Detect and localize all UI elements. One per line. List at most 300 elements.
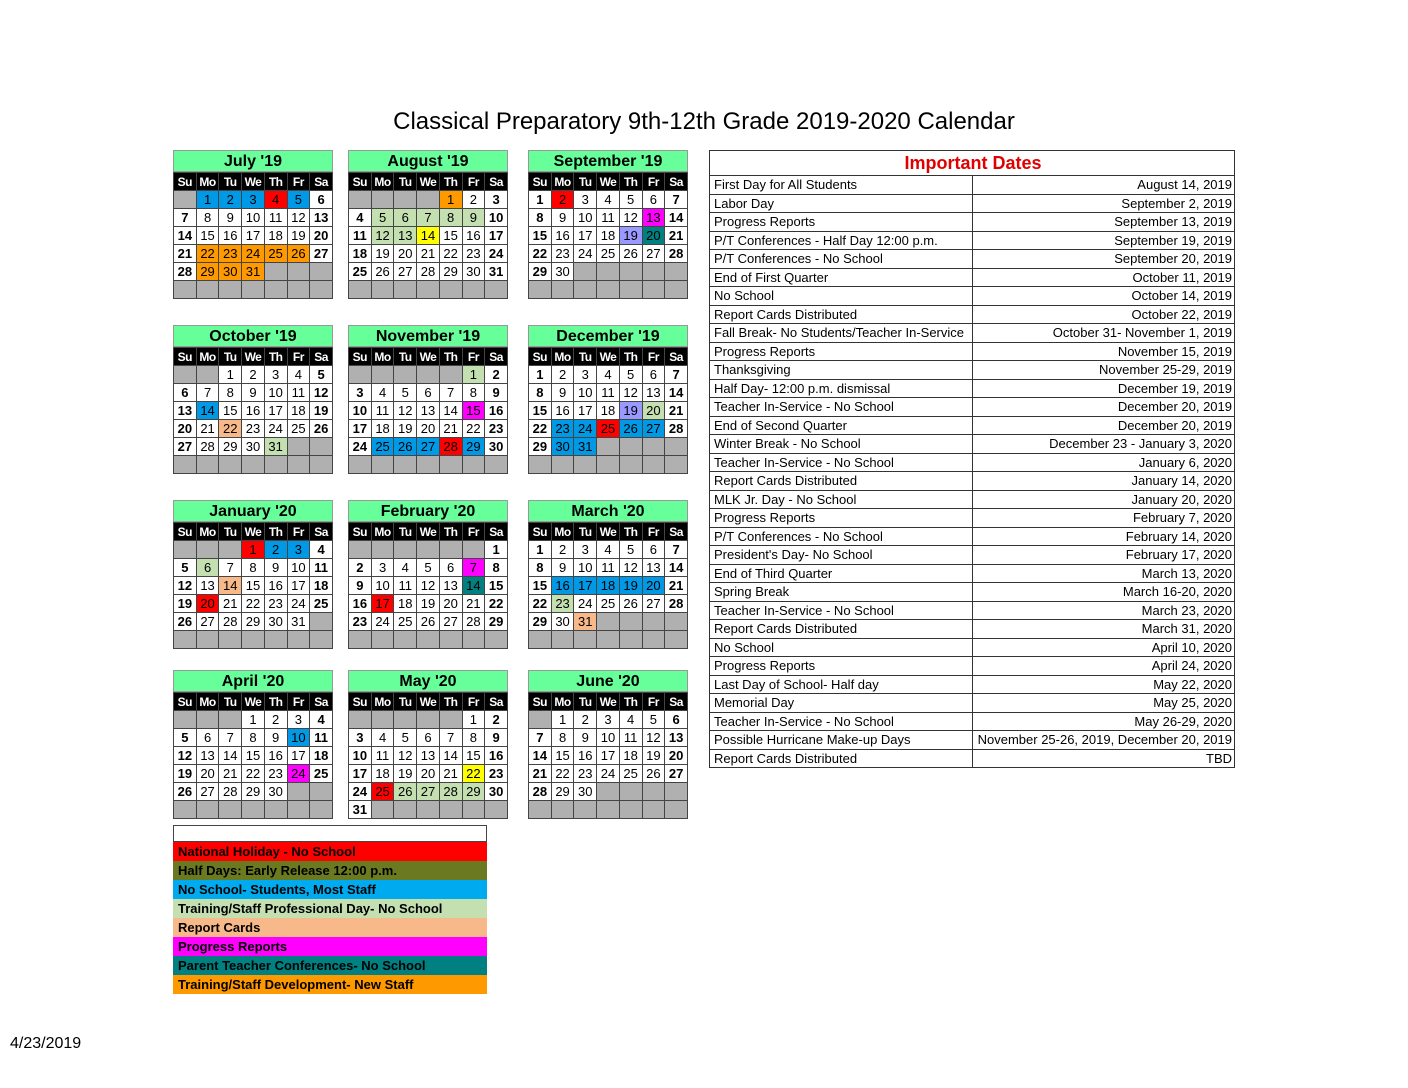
month-calendar — [173, 500, 333, 649]
month-title: March '20 — [528, 500, 688, 522]
day-cell: 1 — [529, 191, 552, 209]
day-cell: 27 — [394, 263, 417, 281]
event-date: May 26-29, 2020 — [972, 712, 1235, 731]
day-cell: 26 — [174, 613, 197, 631]
month-title: July '19 — [173, 150, 333, 172]
day-cell: 7 — [462, 559, 485, 577]
month-calendar — [528, 670, 688, 819]
empty-cell — [174, 191, 197, 209]
empty-cell — [665, 801, 688, 819]
day-cell: 4 — [597, 191, 620, 209]
day-cell: 11 — [371, 747, 394, 765]
day-cell: 15 — [462, 747, 485, 765]
day-cell: 23 — [551, 420, 574, 438]
empty-cell — [665, 631, 688, 649]
event-date: October 22, 2019 — [972, 305, 1235, 324]
important-date-row — [710, 583, 1235, 602]
empty-cell — [462, 456, 485, 474]
day-cell: 24 — [597, 765, 620, 783]
day-cell: 15 — [529, 227, 552, 245]
event-date: May 25, 2020 — [972, 694, 1235, 713]
day-cell: 5 — [174, 729, 197, 747]
weekday-header: Fr — [462, 173, 485, 191]
day-cell: 25 — [310, 595, 333, 613]
empty-cell — [264, 281, 287, 299]
empty-cell — [371, 281, 394, 299]
event-date: February 7, 2020 — [972, 509, 1235, 528]
day-cell: 21 — [439, 420, 462, 438]
day-cell: 21 — [174, 245, 197, 263]
empty-cell — [242, 281, 265, 299]
day-cell: 19 — [310, 402, 333, 420]
day-cell: 23 — [485, 420, 508, 438]
day-cell: 5 — [619, 191, 642, 209]
day-cell: 10 — [485, 209, 508, 227]
day-cell: 27 — [310, 245, 333, 263]
empty-cell — [439, 281, 462, 299]
month-title: October '19 — [173, 325, 333, 347]
empty-cell — [394, 711, 417, 729]
empty-cell — [394, 456, 417, 474]
day-cell: 22 — [439, 245, 462, 263]
empty-cell — [242, 456, 265, 474]
day-cell: 6 — [394, 209, 417, 227]
day-cell: 13 — [439, 577, 462, 595]
day-cell: 8 — [551, 729, 574, 747]
event-date: March 16-20, 2020 — [972, 583, 1235, 602]
day-cell: 15 — [551, 747, 574, 765]
day-cell: 24 — [264, 420, 287, 438]
important-date-row — [710, 342, 1235, 361]
empty-cell — [310, 631, 333, 649]
weekday-header: Th — [439, 523, 462, 541]
empty-cell — [310, 783, 333, 801]
empty-cell — [619, 613, 642, 631]
day-cell: 29 — [529, 438, 552, 456]
day-cell: 6 — [174, 384, 197, 402]
day-cell: 16 — [264, 577, 287, 595]
day-cell: 10 — [574, 384, 597, 402]
day-cell: 9 — [551, 384, 574, 402]
day-cell: 19 — [174, 765, 197, 783]
month-grid — [348, 347, 508, 474]
day-cell: 20 — [642, 402, 665, 420]
day-cell: 30 — [462, 263, 485, 281]
weekday-header: Fr — [642, 173, 665, 191]
day-cell: 30 — [551, 613, 574, 631]
day-cell: 2 — [242, 366, 265, 384]
empty-cell — [196, 631, 219, 649]
important-date-row — [710, 268, 1235, 287]
empty-cell — [597, 801, 620, 819]
empty-cell — [349, 631, 372, 649]
day-cell: 12 — [619, 384, 642, 402]
event-name: First Day for All Students — [710, 176, 973, 195]
weekday-header: We — [242, 693, 265, 711]
month-calendar — [173, 150, 333, 299]
empty-cell — [665, 783, 688, 801]
weekday-header: Mo — [371, 693, 394, 711]
day-cell: 17 — [371, 595, 394, 613]
event-name: Report Cards Distributed — [710, 305, 973, 324]
weekday-header: Th — [264, 348, 287, 366]
day-cell: 14 — [439, 747, 462, 765]
empty-cell — [196, 541, 219, 559]
day-cell: 5 — [394, 384, 417, 402]
day-cell: 2 — [551, 541, 574, 559]
month-calendar — [173, 325, 333, 474]
day-cell: 9 — [462, 209, 485, 227]
day-cell: 9 — [485, 729, 508, 747]
day-cell: 13 — [174, 402, 197, 420]
important-dates-table — [709, 150, 1235, 768]
day-cell: 11 — [371, 402, 394, 420]
month-title: February '20 — [348, 500, 508, 522]
day-cell: 13 — [394, 227, 417, 245]
day-cell: 22 — [242, 765, 265, 783]
weekday-header: Fr — [462, 523, 485, 541]
day-cell: 8 — [485, 559, 508, 577]
day-cell: 17 — [349, 765, 372, 783]
empty-cell — [462, 631, 485, 649]
important-date-row — [710, 472, 1235, 491]
day-cell: 15 — [462, 402, 485, 420]
event-date: April 24, 2020 — [972, 657, 1235, 676]
month-title: September '19 — [528, 150, 688, 172]
day-cell: 27 — [417, 783, 440, 801]
empty-cell — [529, 711, 552, 729]
empty-cell — [574, 631, 597, 649]
day-cell: 8 — [439, 209, 462, 227]
empty-cell — [417, 711, 440, 729]
empty-cell — [597, 281, 620, 299]
empty-cell — [219, 801, 242, 819]
day-cell: 9 — [551, 209, 574, 227]
weekday-header: Th — [619, 348, 642, 366]
day-cell: 3 — [574, 366, 597, 384]
day-cell: 10 — [574, 559, 597, 577]
day-cell: 20 — [394, 245, 417, 263]
day-cell: 31 — [264, 438, 287, 456]
day-cell: 1 — [462, 711, 485, 729]
event-date: September 19, 2019 — [972, 231, 1235, 250]
day-cell: 14 — [219, 747, 242, 765]
month-title: December '19 — [528, 325, 688, 347]
empty-cell — [287, 801, 310, 819]
day-cell: 10 — [371, 577, 394, 595]
important-date-row — [710, 287, 1235, 306]
month-grid — [528, 522, 688, 649]
weekday-header: Sa — [310, 523, 333, 541]
day-cell: 2 — [485, 366, 508, 384]
empty-cell — [485, 801, 508, 819]
day-cell: 28 — [417, 263, 440, 281]
day-cell: 5 — [287, 191, 310, 209]
empty-cell — [665, 613, 688, 631]
legend-item: No School- Students, Most Staff — [173, 880, 487, 899]
day-cell: 14 — [417, 227, 440, 245]
day-cell: 11 — [310, 559, 333, 577]
legend-item: Report Cards — [173, 918, 487, 937]
legend-item: Progress Reports — [173, 937, 487, 956]
event-date: March 13, 2020 — [972, 564, 1235, 583]
empty-cell — [219, 541, 242, 559]
day-cell: 20 — [665, 747, 688, 765]
day-cell: 16 — [485, 747, 508, 765]
day-cell: 4 — [349, 209, 372, 227]
day-cell: 9 — [264, 729, 287, 747]
empty-cell — [462, 801, 485, 819]
month-title: June '20 — [528, 670, 688, 692]
empty-cell — [642, 801, 665, 819]
event-name: Spring Break — [710, 583, 973, 602]
important-date-row — [710, 453, 1235, 472]
event-date: February 17, 2020 — [972, 546, 1235, 565]
event-name: MLK Jr. Day - No School — [710, 490, 973, 509]
day-cell: 20 — [196, 595, 219, 613]
empty-cell — [349, 191, 372, 209]
weekday-header: Sa — [485, 348, 508, 366]
day-cell: 22 — [242, 595, 265, 613]
day-cell: 19 — [394, 765, 417, 783]
day-cell: 28 — [439, 438, 462, 456]
day-cell: 27 — [196, 613, 219, 631]
empty-cell — [485, 281, 508, 299]
important-date-row — [710, 675, 1235, 694]
day-cell: 25 — [597, 595, 620, 613]
empty-cell — [439, 711, 462, 729]
day-cell: 9 — [219, 209, 242, 227]
color-legend — [173, 825, 487, 994]
important-date-row — [710, 398, 1235, 417]
day-cell: 11 — [597, 384, 620, 402]
day-cell: 27 — [439, 613, 462, 631]
empty-cell — [394, 541, 417, 559]
important-date-row — [710, 213, 1235, 232]
important-date-row — [710, 305, 1235, 324]
weekday-header: Th — [439, 173, 462, 191]
day-cell: 7 — [219, 729, 242, 747]
day-cell: 7 — [665, 366, 688, 384]
day-cell: 21 — [665, 227, 688, 245]
day-cell: 16 — [242, 402, 265, 420]
event-name: No School — [710, 638, 973, 657]
day-cell: 14 — [665, 384, 688, 402]
empty-cell — [287, 263, 310, 281]
empty-cell — [574, 263, 597, 281]
day-cell: 31 — [574, 438, 597, 456]
day-cell: 2 — [574, 711, 597, 729]
day-cell: 16 — [349, 595, 372, 613]
empty-cell — [394, 366, 417, 384]
day-cell: 30 — [219, 263, 242, 281]
event-name: Progress Reports — [710, 342, 973, 361]
day-cell: 18 — [264, 227, 287, 245]
day-cell: 8 — [196, 209, 219, 227]
empty-cell — [417, 541, 440, 559]
day-cell: 6 — [417, 729, 440, 747]
day-cell: 23 — [485, 765, 508, 783]
empty-cell — [287, 631, 310, 649]
day-cell: 18 — [287, 402, 310, 420]
empty-cell — [574, 456, 597, 474]
empty-cell — [287, 456, 310, 474]
day-cell: 20 — [417, 765, 440, 783]
event-name: Last Day of School- Half day — [710, 675, 973, 694]
day-cell: 1 — [551, 711, 574, 729]
empty-cell — [371, 711, 394, 729]
day-cell: 24 — [242, 245, 265, 263]
weekday-header: Sa — [310, 173, 333, 191]
day-cell: 4 — [619, 711, 642, 729]
day-cell: 9 — [485, 384, 508, 402]
day-cell: 30 — [485, 438, 508, 456]
day-cell: 11 — [264, 209, 287, 227]
event-name: Winter Break - No School — [710, 435, 973, 454]
empty-cell — [439, 631, 462, 649]
day-cell: 30 — [485, 783, 508, 801]
important-date-row — [710, 176, 1235, 195]
weekday-header: Tu — [219, 173, 242, 191]
day-cell: 27 — [665, 765, 688, 783]
weekday-header: Tu — [574, 693, 597, 711]
day-cell: 2 — [462, 191, 485, 209]
day-cell: 21 — [529, 765, 552, 783]
day-cell: 17 — [485, 227, 508, 245]
empty-cell — [642, 631, 665, 649]
day-cell: 11 — [310, 729, 333, 747]
day-cell: 20 — [417, 420, 440, 438]
weekday-header: Sa — [665, 173, 688, 191]
day-cell: 28 — [529, 783, 552, 801]
empty-cell — [287, 438, 310, 456]
weekday-header: Th — [439, 348, 462, 366]
legend-item: Training/Staff Professional Day- No School — [173, 899, 487, 918]
day-cell: 26 — [394, 438, 417, 456]
weekday-header: Tu — [574, 523, 597, 541]
event-name: Labor Day — [710, 194, 973, 213]
day-cell: 7 — [439, 729, 462, 747]
weekday-header: Su — [174, 173, 197, 191]
weekday-header: Sa — [485, 693, 508, 711]
day-cell: 10 — [349, 402, 372, 420]
empty-cell — [310, 613, 333, 631]
day-cell: 14 — [196, 402, 219, 420]
weekday-header: Tu — [219, 693, 242, 711]
day-cell: 26 — [310, 420, 333, 438]
day-cell: 14 — [219, 577, 242, 595]
day-cell: 13 — [196, 747, 219, 765]
empty-cell — [242, 801, 265, 819]
month-calendar — [348, 500, 508, 649]
empty-cell — [597, 456, 620, 474]
empty-cell — [439, 801, 462, 819]
day-cell: 30 — [242, 438, 265, 456]
day-cell: 24 — [287, 765, 310, 783]
weekday-header: Sa — [485, 173, 508, 191]
day-cell: 22 — [196, 245, 219, 263]
event-name: Progress Reports — [710, 213, 973, 232]
empty-cell — [349, 711, 372, 729]
month-grid — [528, 692, 688, 819]
empty-cell — [264, 456, 287, 474]
empty-cell — [310, 456, 333, 474]
day-cell: 1 — [462, 366, 485, 384]
day-cell: 21 — [665, 577, 688, 595]
empty-cell — [264, 631, 287, 649]
important-date-row — [710, 231, 1235, 250]
day-cell: 28 — [174, 263, 197, 281]
day-cell: 13 — [642, 209, 665, 227]
weekday-header: Tu — [394, 523, 417, 541]
day-cell: 29 — [529, 263, 552, 281]
weekday-header: Tu — [219, 348, 242, 366]
empty-cell — [394, 801, 417, 819]
day-cell: 4 — [287, 366, 310, 384]
empty-cell — [642, 438, 665, 456]
day-cell: 25 — [394, 613, 417, 631]
event-name: Fall Break- No Students/Teacher In-Service — [710, 324, 973, 343]
day-cell: 26 — [619, 595, 642, 613]
weekday-header: Mo — [371, 523, 394, 541]
event-date: October 11, 2019 — [972, 268, 1235, 287]
weekday-header: We — [417, 523, 440, 541]
day-cell: 28 — [219, 783, 242, 801]
day-cell: 23 — [462, 245, 485, 263]
day-cell: 29 — [529, 613, 552, 631]
empty-cell — [665, 438, 688, 456]
day-cell: 14 — [665, 209, 688, 227]
empty-cell — [642, 613, 665, 631]
day-cell: 24 — [287, 595, 310, 613]
day-cell: 21 — [196, 420, 219, 438]
event-name: End of Second Quarter — [710, 416, 973, 435]
day-cell: 8 — [219, 384, 242, 402]
weekday-header: We — [242, 348, 265, 366]
day-cell: 25 — [597, 420, 620, 438]
empty-cell — [196, 456, 219, 474]
empty-cell — [310, 281, 333, 299]
month-calendar — [528, 325, 688, 474]
day-cell: 13 — [417, 402, 440, 420]
empty-cell — [619, 783, 642, 801]
weekday-header: Sa — [310, 348, 333, 366]
weekday-header: Th — [619, 173, 642, 191]
important-date-row — [710, 749, 1235, 768]
legend-item: Parent Teacher Conferences- No School — [173, 956, 487, 975]
weekday-header: Mo — [371, 173, 394, 191]
weekday-header: Fr — [462, 693, 485, 711]
weekday-header: Fr — [642, 348, 665, 366]
empty-cell — [349, 541, 372, 559]
day-cell: 24 — [574, 595, 597, 613]
day-cell: 18 — [310, 747, 333, 765]
event-date: December 20, 2019 — [972, 398, 1235, 417]
day-cell: 22 — [462, 420, 485, 438]
day-cell: 13 — [196, 577, 219, 595]
day-cell: 7 — [665, 191, 688, 209]
important-date-row — [710, 546, 1235, 565]
empty-cell — [417, 801, 440, 819]
empty-cell — [310, 263, 333, 281]
day-cell: 13 — [642, 559, 665, 577]
important-date-row — [710, 527, 1235, 546]
weekday-header: Su — [529, 173, 552, 191]
empty-cell — [174, 801, 197, 819]
day-cell: 10 — [242, 209, 265, 227]
month-title: May '20 — [348, 670, 508, 692]
day-cell: 11 — [287, 384, 310, 402]
